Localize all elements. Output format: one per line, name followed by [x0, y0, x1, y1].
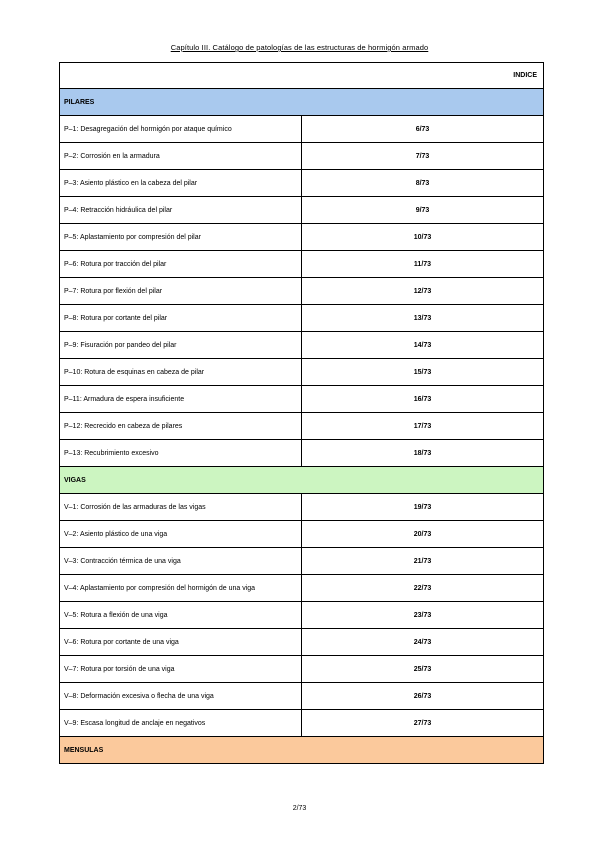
index-entry-label[interactable]: V–1: Corrosión de las armaduras de las vigas — [60, 494, 302, 521]
index-entry-page[interactable]: 8/73 — [302, 170, 544, 197]
index-entry-label[interactable]: V–9: Escasa longitud de anclaje en negativos — [60, 710, 302, 737]
section-row-pilares — [60, 89, 544, 116]
index-entry-label[interactable]: P–7: Rotura por flexión del pilar — [60, 278, 302, 305]
index-entry-page[interactable]: 7/73 — [302, 143, 544, 170]
index-entry-label[interactable]: P–11: Armadura de espera insuficiente — [60, 386, 302, 413]
index-entry-page[interactable]: 26/73 — [302, 683, 544, 710]
index-row[interactable] — [60, 305, 544, 332]
section-row-vigas — [60, 467, 544, 494]
index-entry-page[interactable]: 10/73 — [302, 224, 544, 251]
index-entry-label[interactable]: P–5: Aplastamiento por compresión del pilar — [60, 224, 302, 251]
index-row[interactable] — [60, 440, 544, 467]
index-entry-label[interactable]: V–6: Rotura por cortante de una viga — [60, 629, 302, 656]
index-entry-label[interactable]: P–4: Retracción hidráulica del pilar — [60, 197, 302, 224]
index-entry-page[interactable]: 22/73 — [302, 575, 544, 602]
index-row[interactable] — [60, 629, 544, 656]
index-entry-page[interactable]: 13/73 — [302, 305, 544, 332]
index-heading: INDICE — [60, 63, 544, 89]
index-entry-page[interactable]: 15/73 — [302, 359, 544, 386]
index-entry-page[interactable]: 6/73 — [302, 116, 544, 143]
index-row[interactable] — [60, 116, 544, 143]
page-header: Capítulo III. Catálogo de patologías de las estructuras de hormigón armado — [170, 43, 429, 52]
index-header-row — [60, 63, 544, 89]
index-entry-page[interactable]: 18/73 — [302, 440, 544, 467]
index-row[interactable] — [60, 332, 544, 359]
index-entry-label[interactable]: P–12: Recrecido en cabeza de pilares — [60, 413, 302, 440]
index-row[interactable] — [60, 143, 544, 170]
index-entry-page[interactable]: 11/73 — [302, 251, 544, 278]
section-row-mensulas — [60, 737, 544, 764]
index-row[interactable] — [60, 494, 544, 521]
index-entry-label[interactable]: V–4: Aplastamiento por compresión del hormigón de una viga — [60, 575, 302, 602]
index-entry-page[interactable]: 12/73 — [302, 278, 544, 305]
section-title-vigas: VIGAS — [60, 467, 544, 494]
index-entry-page[interactable]: 17/73 — [302, 413, 544, 440]
index-row[interactable] — [60, 386, 544, 413]
index-entry-label[interactable]: V–2: Asiento plástico de una viga — [60, 521, 302, 548]
index-entry-page[interactable]: 24/73 — [302, 629, 544, 656]
index-row[interactable] — [60, 197, 544, 224]
index-row[interactable] — [60, 710, 544, 737]
index-row[interactable] — [60, 656, 544, 683]
index-entry-label[interactable]: P–6: Rotura por tracción del pilar — [60, 251, 302, 278]
index-entry-label[interactable]: P–13: Recubrimiento excesivo — [60, 440, 302, 467]
section-title-pilares: PILARES — [60, 89, 544, 116]
index-entry-label[interactable]: V–3: Contracción térmica de una viga — [60, 548, 302, 575]
index-entry-label[interactable]: V–7: Rotura por torsión de una viga — [60, 656, 302, 683]
index-table — [59, 62, 544, 764]
index-entry-page[interactable]: 21/73 — [302, 548, 544, 575]
index-row[interactable] — [60, 602, 544, 629]
index-entry-page[interactable]: 19/73 — [302, 494, 544, 521]
index-entry-label[interactable]: P–1: Desagregación del hormigón por ataque químico — [60, 116, 302, 143]
index-row[interactable] — [60, 683, 544, 710]
index-entry-page[interactable]: 16/73 — [302, 386, 544, 413]
index-row[interactable] — [60, 548, 544, 575]
index-entry-page[interactable]: 9/73 — [302, 197, 544, 224]
index-row[interactable] — [60, 413, 544, 440]
index-row[interactable] — [60, 278, 544, 305]
index-row[interactable] — [60, 521, 544, 548]
index-entry-label[interactable]: P–10: Rotura de esquinas en cabeza de pilar — [60, 359, 302, 386]
index-row[interactable] — [60, 170, 544, 197]
index-row[interactable] — [60, 359, 544, 386]
index-entry-page[interactable]: 14/73 — [302, 332, 544, 359]
index-entry-page[interactable]: 23/73 — [302, 602, 544, 629]
index-entry-label[interactable]: P–9: Fisuración por pandeo del pilar — [60, 332, 302, 359]
index-entry-label[interactable]: P–2: Corrosión en la armadura — [60, 143, 302, 170]
index-entry-page[interactable]: 25/73 — [302, 656, 544, 683]
index-row[interactable] — [60, 575, 544, 602]
section-title-mensulas: MENSULAS — [60, 737, 544, 764]
page-number: 2/73 — [292, 805, 307, 812]
index-entry-page[interactable]: 20/73 — [302, 521, 544, 548]
index-entry-label[interactable]: P–3: Asiento plástico en la cabeza del pilar — [60, 170, 302, 197]
index-entry-page[interactable]: 27/73 — [302, 710, 544, 737]
index-entry-label[interactable]: P–8: Rotura por cortante del pilar — [60, 305, 302, 332]
index-entry-label[interactable]: V–5: Rotura a flexión de una viga — [60, 602, 302, 629]
index-entry-label[interactable]: V–8: Deformación excesiva o flecha de una viga — [60, 683, 302, 710]
index-row[interactable] — [60, 224, 544, 251]
index-row[interactable] — [60, 251, 544, 278]
